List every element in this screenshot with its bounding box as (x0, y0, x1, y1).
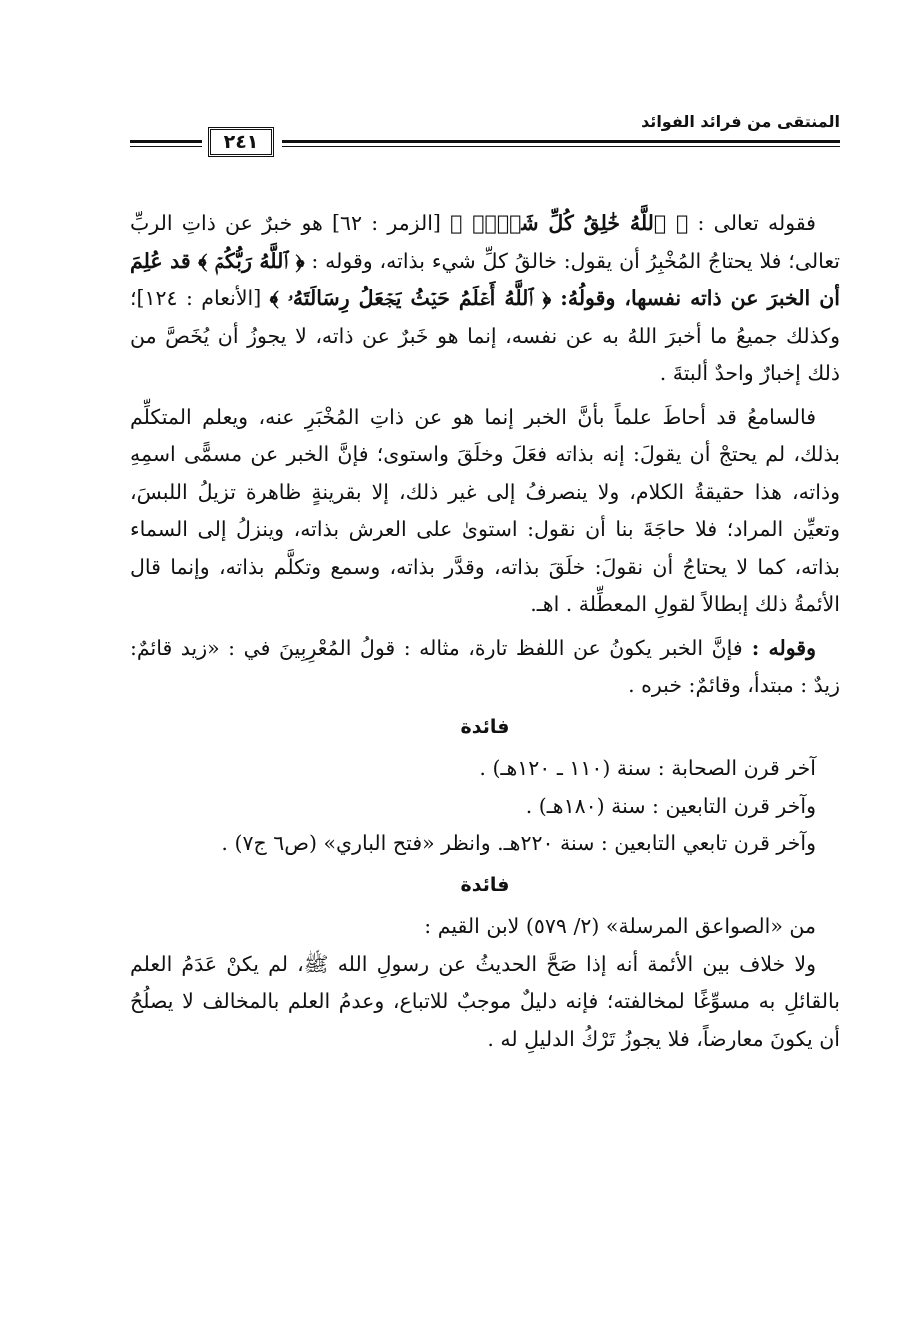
quran-verse-1: ﴿ ٱللَّهُ خَٰلِقُ كُلِّ شَيۡءٖ ﴾ (450, 211, 689, 235)
book-title: المنتقى من فرائد الفوائد (641, 112, 840, 131)
paragraph-1-part-c: [الأنعام : ١٢٤]؛ وكذلك جميعُ ما أخبرَ اللهُ به عن نفسه، إنما هو خَبرٌ عن ذاته، لا يجوزُ أن يُخَصَّ من ذلك إخبارٌ واحدٌ ألبتةَ . (130, 286, 840, 385)
faida-1-line-1: آخر قرن الصحابة : سنة (١١٠ ـ ١٢٠هـ) . (479, 756, 816, 780)
faida-2-intro: من «الصواعق المرسلة» (٢/ ٥٧٩) لابن القيم : (424, 914, 816, 938)
quran-verse-2: ﴿ ٱللَّهُ رَبُّكُمۡ ﴾ قد عُلِمَ أن الخبرَ عن ذاته نفسها، وقولُهُ: ﴿ ٱللَّهُ أَعۡلَمُ حَيۡثُ يَجۡعَلُ رِسَالَتَهُۥ ﴾ (130, 248, 840, 310)
paragraph-1-part-a: فقوله تعالى : (688, 211, 816, 235)
header-rule-right (282, 140, 840, 147)
paragraph-3-lead: وقوله : (742, 635, 816, 660)
faida-1-line-3: وآخر قرن تابعي التابعين : سنة ٢٢٠هـ. وانظر «فتح الباري» (ص٦ ج٧) . (221, 831, 816, 855)
page-number: ٢٤١ (208, 127, 274, 157)
faida-2-body: ولا خلاف بين الأئمة أنه إذا صَحَّ الحديثُ عن رسولِ الله ﷺ، لم يكنْ عَدَمُ العلم بالقائلِ به مسوِّغًا لمخالفته؛ فإنه دليلٌ موجبٌ للاتباع، وعدمُ العلم بالمخالف لا يصلُحُ أن يكونَ معارضاً، فلا يجوزُ تَرْكُ الدليلِ له . (130, 951, 840, 1051)
paragraph-3-text: فإنَّ الخبر يكونُ عن اللفظ تارة، مثاله : قولُ المُعْرِبِينَ في : «زيد قائمٌ: زيدٌ : مبتدأ، وقائمٌ: خبره . (130, 635, 840, 697)
running-header (130, 112, 840, 162)
faida-1-line-2: وآخر قرن التابعين : سنة (١٨٠هـ) . (525, 793, 816, 818)
paragraph-3 (130, 630, 840, 705)
page-body (130, 205, 840, 1058)
paragraph-1-part-b: [الزمر : ٦٢] هو خبرٌ عن ذاتِ الربِّ تعالى؛ فلا يحتاجُ المُخْبِرُ أن يقول: خالقُ كلِّ شيء بذاته، وقوله : (130, 211, 841, 273)
paragraph-2: فالسامعُ قد أحاطَ علماً بأنَّ الخبر إنما هو عن ذاتِ المُخْبَرِ عنه، ويعلم المتكلِّم بذلك، لم يحتجْ أن يقولَ: إنه بذاته فعَلَ وخلَقَ واستوى؛ فإنَّ الخبر عن مسمًّى اسمِهِ وذاته، هذا حقيقةُ الكلام، ولا ينصرفُ إلى غير ذلك، إلا بقرينةٍ ظاهرة تزيلُ اللبسَ، وتعيِّن المراد؛ فلا حاجَةَ بنا أن نقول: استوىٰ على العرش بذاته، وينزلُ إلى السماء بذاته، كما لا يحتاجُ أن نقولَ: خلَقَ بذاته، وقدَّر بذاته، وسمع وتكلَّم بذاته، وإنما قال الأئمةُ ذلك إبطالاً لقولِ المعطِّلة . اهـ. (130, 404, 840, 616)
paragraph-1 (130, 205, 840, 393)
header-rule-left (130, 140, 202, 147)
faida-heading-2: فائدة (460, 873, 510, 896)
faida-heading-1: فائدة (460, 715, 510, 738)
